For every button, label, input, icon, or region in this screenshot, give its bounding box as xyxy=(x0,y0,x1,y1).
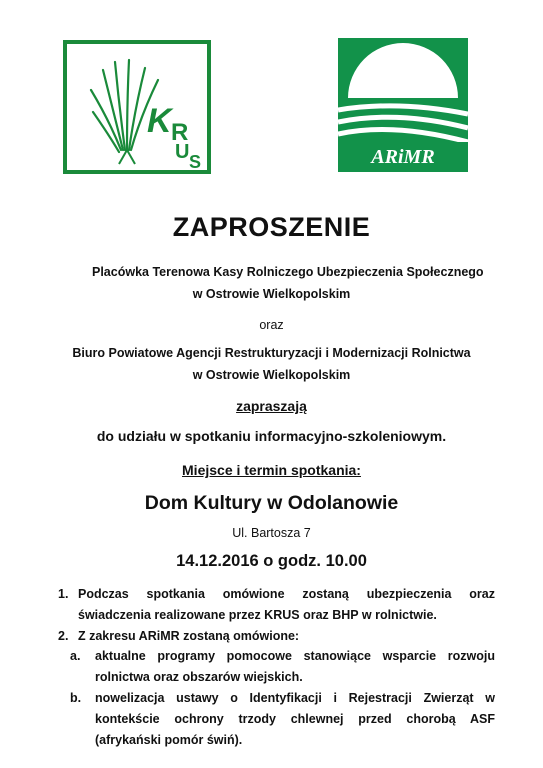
krus-logo-letter-s: S xyxy=(189,152,202,172)
organizer1-line2: w Ostrowie Wielkopolskim xyxy=(192,287,351,301)
invites-verb: zapraszają xyxy=(236,398,307,414)
list-item-text: Podczas spotkania omówione zostaną ubezpieczenia oraz świadczenia realizowane przez KRUS oraz BHP w rolnictwie. xyxy=(78,587,495,622)
list-item-text: Z zakresu ARiMR zostaną omówione: xyxy=(78,629,300,643)
krus-logo-letter-u: U xyxy=(175,141,190,163)
venue-address: Ul. Bartosza 7 xyxy=(232,526,311,540)
krus-logo xyxy=(63,40,211,174)
arimr-logo-text: ARiMR xyxy=(371,146,435,168)
list-number: 1. xyxy=(58,587,69,601)
meeting-datetime: 14.12.2016 o godz. 10.00 xyxy=(176,552,367,570)
sub-list-letter: a. xyxy=(70,649,81,663)
sub-list-item-text: aktualne programy pomocowe stanowiące wsparcie rozwoju rolnictwa oraz obszarów wiejskich. xyxy=(95,649,495,684)
organizer2-line2: w Ostrowie Wielkopolskim xyxy=(192,368,351,382)
sub-list-item xyxy=(62,646,495,688)
page-title: ZAPROSZENIE xyxy=(172,212,371,242)
sub-list-item-text: nowelizacja ustawy o Identyfikacji i Rejestracji Zwierząt w kontekście ochrony trzody chlewnej przed chorobą ASF (afrykański pomór świń). xyxy=(95,691,495,747)
sub-list-item xyxy=(62,688,495,751)
place-and-time-heading: Miejsce i termin spotkania: xyxy=(182,462,361,478)
sub-list-letter: b. xyxy=(70,691,82,705)
conjunction-text: oraz xyxy=(259,318,284,332)
invite-text: do udziału w spotkaniu informacyjno-szkoleniowym. xyxy=(96,428,447,444)
organizer2-line1: Biuro Powiatowe Agencji Restrukturyzacji i Modernizacji Rolnictwa xyxy=(72,346,471,360)
list-item xyxy=(58,626,495,647)
arimr-logo xyxy=(338,38,468,172)
organizer1-line1: Placówka Terenowa Kasy Rolniczego Ubezpieczenia Społecznego xyxy=(92,265,484,279)
list-item xyxy=(58,584,495,626)
venue-name: Dom Kultury w Odolanowie xyxy=(144,492,399,514)
krus-logo-letter-k: K xyxy=(147,102,172,140)
list-number: 2. xyxy=(58,629,69,643)
krus-logo-letter-r: R xyxy=(171,119,189,146)
